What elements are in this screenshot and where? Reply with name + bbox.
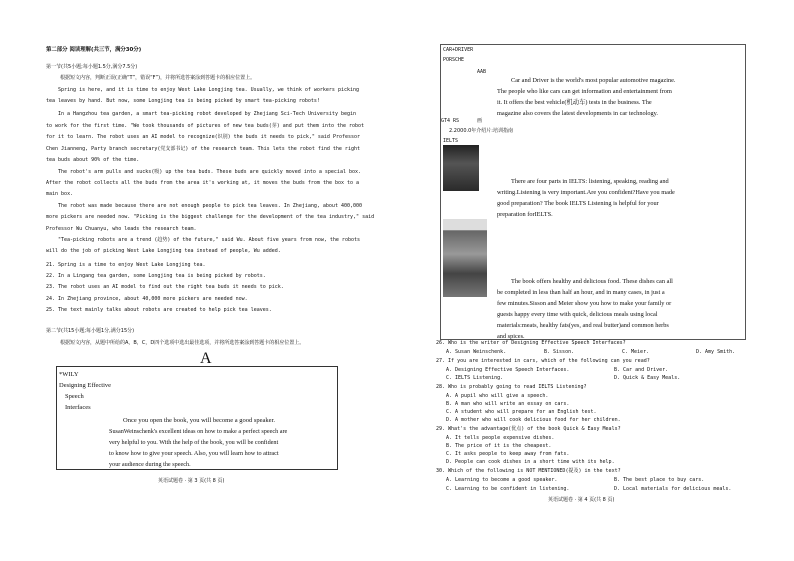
mcq-option: D. A mother who will cook delicious food for her children. (446, 417, 621, 423)
passage-line: The robot's arm pulls and sucks(吸) up the tea buds. These buds are quickly moved into a special box. (58, 169, 362, 175)
ielts-book-cover-image (443, 145, 479, 191)
meals-para-line: materials:meats, healthy fats(yes, and real butter)and common herbs (497, 322, 669, 329)
mcq-option: B. A man who will write an essay on cars. (446, 401, 570, 407)
mcq-question: 27. If you are interested in cars, which of the following can you read? (436, 358, 650, 364)
passage-line: "Tea-picking robots are a trend (趋势) of the future," said Wu. About five years from now, the robots (58, 237, 360, 243)
passage-line: more pickers are needed now. "Picking is the biggest challenge for the development of the tea industry," said (46, 214, 375, 220)
section1-instructions: 根据短文内容，判断正误(正确“T”，错误“F”)，并将所选答案涂到答题卡的相应位置上。 (60, 75, 256, 81)
meals-para-line: be completed in less than half an hour, and in many cases, in just a (497, 289, 665, 296)
ielts-para-line: writing.Listening is very important.Are you confident?Have you made (497, 189, 675, 196)
box-label: Speech (65, 393, 84, 400)
box-para-line: SusanWeinschenk's excellent ideas on how to make a perfect speech are (109, 428, 288, 435)
question-item: 24. In Zhejiang province, about 40,000 more pickers are needed now. (46, 296, 248, 302)
mcq-option: C. IELTS Listening. (446, 375, 504, 381)
ielts-para-line: good preparation? The book IELTS Listening is helpful for your (497, 200, 659, 207)
mcq-option: C. Meier. (622, 349, 650, 355)
box-para-line: your audience during the speech. (109, 461, 191, 468)
mcq-option: B. Sisson. (544, 349, 575, 355)
meals-book-cover-image (443, 219, 487, 297)
box-para-line: to know how to give your speech. Also, you will learn how to attract (109, 450, 279, 457)
car-para-line: Car and Driver is the world's most popular automotive magazine. (511, 77, 676, 84)
mcq-option: A. Learning to become a good speaker. (446, 477, 558, 483)
car-para-line: it. It offers the best vehicle(机动车) tests in the business. The (497, 99, 652, 106)
mcq-option: B. Car and Driver. (614, 367, 669, 373)
mcq-question: 26. Who is the writer of Designing Effective Speech Interfaces? (436, 340, 626, 346)
mcq-option: C. A student who will prepare for an English test. (446, 409, 597, 415)
mcq-option: A. A pupil who will give a speech. (446, 393, 549, 399)
question-item: 25. The text mainly talks about robots are created to help pick tea leaves. (46, 307, 272, 313)
mcq-question: 29. What's the advantage(优点) of the book Quick & Easy Meals? (436, 426, 621, 432)
section2-title: 第二节(共15小题;每小题1分,满分15分) (46, 328, 135, 334)
mcq-option: D. People can cook dishes in a short time with its help. (446, 459, 615, 465)
mcq-option: A. It tells people expensive dishes. (446, 435, 555, 441)
mcq-option: B. The price of it is the cheapest. (446, 443, 552, 449)
meals-para-line: few minutes.Sisson and Meier show you how to make your family or (497, 300, 672, 307)
box-para-line: Once you open the book, you will become a good speaker. (123, 417, 275, 424)
car-label: PORSCHE (443, 57, 465, 63)
passage-line: for it to learn. The robot uses an AI model to recognize(识别) the buds it needs to pick," said Professor (46, 134, 361, 140)
section-header: 第二部分 阅读理解(共三节，满分30分) (46, 47, 142, 53)
ielts-para-line: preparation forIELTS. (497, 211, 553, 218)
mcq-option: C. Learning to be confident in listening. (446, 486, 570, 492)
section2-instructions: 根据短文内容，从题中所给的A，B，C，D四个选项中选出最佳选项，并将所选答案涂到答题卡的相应位置上。 (60, 340, 305, 346)
car-para-line: The people who like cars can get information and entertainment from (497, 88, 672, 95)
meals-para-line: The book offers healthy and delicious food. These dishes can all (511, 278, 673, 285)
question-item: 23. The robot uses an AI model to find out the right tea buds it needs to pick. (46, 284, 284, 290)
page-footer-right: 英语试题卷 · 第 4 页(共 8 页) (548, 497, 615, 503)
ielts-para-line: There are four parts in IELTS: listening, speaking, reading and (511, 178, 669, 185)
book-box-speech (56, 366, 338, 470)
ielts-label: IELTS (443, 138, 459, 144)
passage-line: The robot was made because there are not enough people to pick tea leaves. In Zhejiang, about 400,000 (58, 203, 363, 209)
passage-line: main box. (46, 191, 74, 197)
question-item: 21. Spring is a time to enjoy West Lake Longjing tea. (46, 262, 206, 268)
mcq-option: D. Quick & Easy Meals. (614, 375, 681, 381)
question-item: 22. In a Lingang tea garden, some Longjing tea is being picked by robots. (46, 273, 266, 279)
passage-line: will do the job of picking West Lake Longjing tea instead of people, Wu added. (46, 248, 281, 254)
mcq-option: A. Susan Weinschenk. (446, 349, 507, 355)
meals-para-line: guests happy every time with quick, delicious meals using local (497, 311, 658, 318)
box-para-line: very helpful to you. With the help of the book, you will be confident (109, 439, 279, 446)
passage-a-heading: A (200, 350, 212, 367)
mcq-option: D. Local materials for delicious meals. (614, 486, 732, 492)
meals-para-line: and spices. (497, 333, 525, 340)
car-para-line: magazine also covers the latest developments in car technology. (497, 110, 658, 117)
passage-line: In a Hangzhou tea garden, a smart tea-picking robot developed by Zhejiang Sci-Tech University begin (58, 111, 357, 117)
passage-line: Professor Wu Chuanyu, who leads the research team. (46, 226, 197, 232)
box-label: Interfaces (65, 404, 91, 411)
page-footer-left: 英语试题卷 · 第 3 页(共 8 页) (158, 478, 225, 484)
passage-line: Chen Jianneng, Party branch secretary(党支部书记) of the research team. This lets the robot find the right (46, 146, 360, 152)
mcq-question: 30. Which of the following is NOT MENTIONED(提及) in the text? (436, 468, 621, 474)
box-label: *WILY (59, 371, 79, 378)
ielts-label: GT4 RS (441, 118, 460, 124)
box-label: Designing Effective (59, 382, 112, 389)
ielts-label: 2.2000.0年介绍片:培训指南 (449, 128, 513, 134)
mcq-option: B. The best place to buy cars. (614, 477, 705, 483)
mcq-question: 28. Who is probably going to read IELTS Listening? (436, 384, 587, 390)
car-label: CAR+DRIVER (443, 47, 474, 53)
passage-line: tea buds about 90% of the time. (46, 157, 140, 163)
passage-line: to work for the first time. "We took thousands of pictures of new tea buds(芽) and put them into the robot (46, 123, 365, 129)
mcq-option: C. It asks people to keep away from fats. (446, 451, 570, 457)
mcq-option: A. Designing Effective Speech Interfaces. (446, 367, 570, 373)
car-label: AAB (477, 69, 487, 75)
passage-line: Spring is here, and it is time to enjoy West Lake Longjing tea. Usually, we think of workers picking (58, 87, 360, 93)
passage-line: After the robot collects all the buds from the area it's working at, it moves the buds from the box to a (46, 180, 360, 186)
passage-line: tea leaves by hand. But now, some Longjing tea is being picked by smart tea-picking robots! (46, 98, 320, 104)
section1-title: 第一节(共5小题;每小题1.5分,满分7.5分) (46, 64, 138, 70)
ielts-label: 画 (477, 118, 483, 124)
book-box-right (440, 44, 746, 340)
mcq-option: D. Amy Smith. (696, 349, 736, 355)
